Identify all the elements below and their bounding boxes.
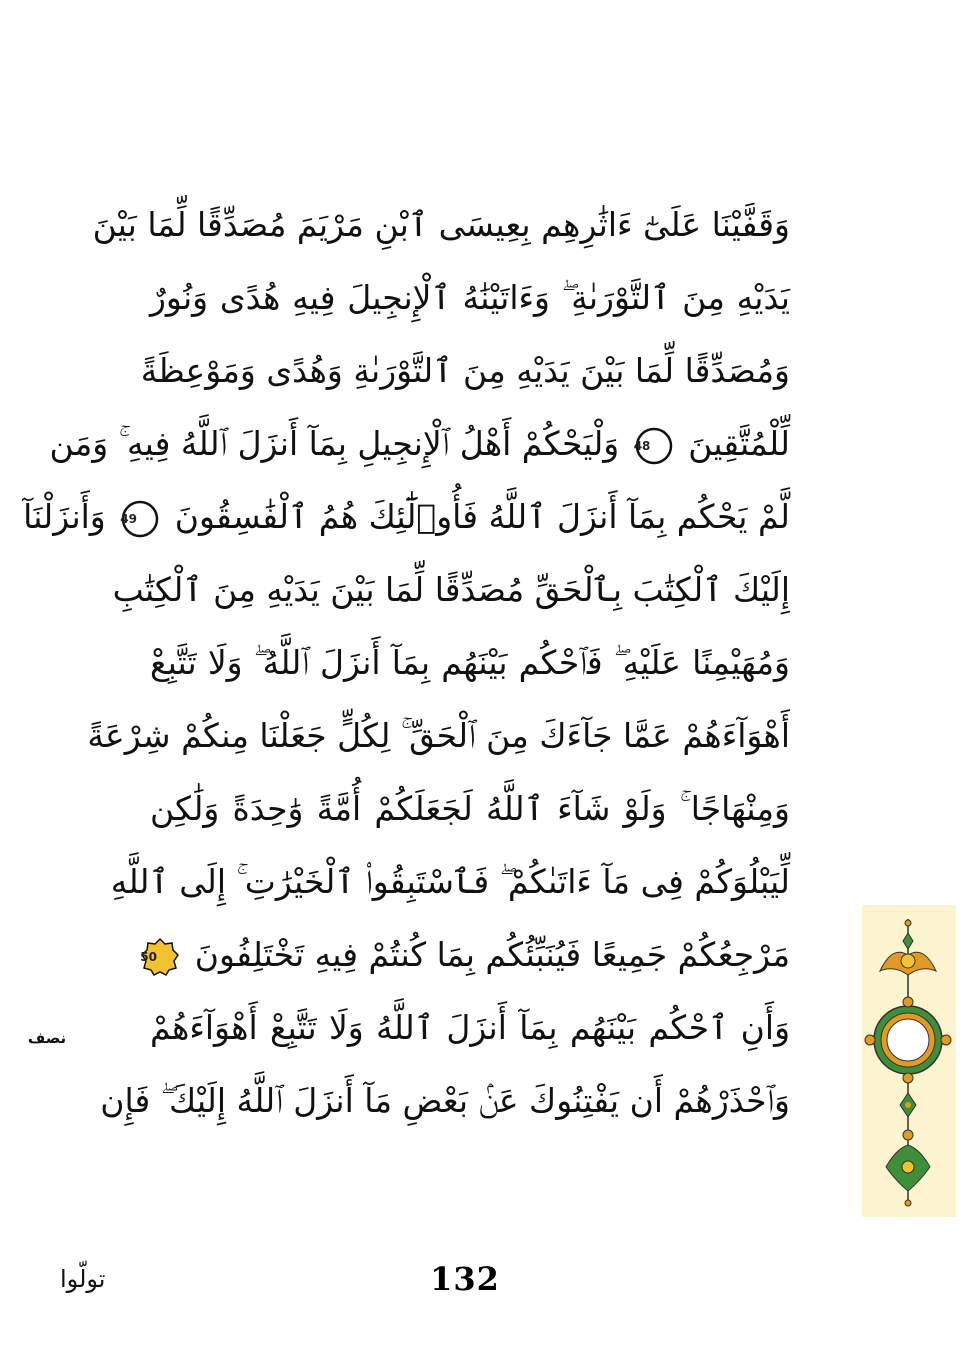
ayah-number: 49 bbox=[120, 511, 137, 526]
ayah-number: 50 bbox=[140, 949, 157, 964]
verse-text: وَلْيَحْكُمْ أَهْلُ ٱلْإِنجِيلِ بِمَآ أَنزَلَ ٱللَّهُ فِيهِ ۚ وَمَن bbox=[49, 424, 620, 463]
verse-text: وَأَنزَلْنَآ bbox=[23, 497, 106, 536]
verse-text: مَرْجِعُكُمْ جَمِيعًا فَيُنَبِّئُكُم بِمَا كُنتُمْ فِيهِ تَخْتَلِفُونَ bbox=[194, 935, 790, 974]
verse-line-8: أَهْوَآءَهُمْ عَمَّا جَآءَكَ مِنَ ٱلْحَقِّ ۚ لِكُلٍّ جَعَلْنَا مِنكُمْ شِرْعَةً bbox=[87, 716, 790, 755]
verse-line-11 bbox=[140, 918, 790, 991]
verse-text: لِّلْمُتَّقِينَ bbox=[688, 424, 790, 463]
hizb-marker-panel bbox=[862, 905, 956, 1217]
ayah-number: 48 bbox=[633, 438, 651, 453]
ayah-marker-49 bbox=[120, 499, 160, 539]
verse-line-10: لِّيَبْلُوَكُمْ فِى مَآ ءَاتَىٰكُمْ ۖ فَٱسْتَبِقُوا۟ ٱلْخَيْرَٰتِ ۚ إِلَى ٱللَّهِ bbox=[110, 862, 790, 901]
ayah-marker-50 bbox=[140, 937, 180, 977]
verse-text: لَّمْ يَحْكُم بِمَآ أَنزَلَ ٱللَّهُ فَأُو۟لَٰٓئِكَ هُمُ ٱلْفَٰسِقُونَ bbox=[174, 497, 790, 536]
hizb-ornament-icon bbox=[862, 905, 956, 1217]
ayah-marker-48 bbox=[634, 426, 674, 466]
verse-line-9: وَمِنْهَاجًا ۚ وَلَوْ شَآءَ ٱللَّهُ لَجَعَلَكُمْ أُمَّةً وَٰحِدَةً وَلَٰكِن bbox=[150, 789, 790, 828]
verse-line-1: وَقَفَّيْنَا عَلَىٰٓ ءَاثَٰرِهِم بِعِيسَى ٱبْنِ مَرْيَمَ مُصَدِّقًا لِّمَا بَيْنَ bbox=[92, 205, 790, 244]
verse-line-5 bbox=[23, 480, 790, 553]
verse-line-6: إِلَيْكَ ٱلْكِتَٰبَ بِٱلْحَقِّ مُصَدِّقًا لِّمَا بَيْنَ يَدَيْهِ مِنَ ٱلْكِتَٰبِ bbox=[112, 570, 790, 609]
page-number: 132 bbox=[430, 1260, 500, 1298]
verse-line-3: وَمُصَدِّقًا لِّمَا بَيْنَ يَدَيْهِ مِنَ ٱلتَّوْرَىٰةِ وَهُدًى وَمَوْعِظَةً bbox=[140, 351, 790, 390]
catchword: تولّوا bbox=[60, 1265, 106, 1293]
verse-line-12: وَأَنِ ٱحْكُم بَيْنَهُم بِمَآ أَنزَلَ ٱللَّهُ وَلَا تَتَّبِعْ أَهْوَآءَهُمْ bbox=[150, 1008, 790, 1047]
verse-line-13: وَٱحْذَرْهُمْ أَن يَفْتِنُوكَ عَنۢ بَعْضِ مَآ أَنزَلَ ٱللَّهُ إِلَيْكَ ۖ فَإِن bbox=[100, 1081, 790, 1120]
verse-line-4 bbox=[49, 407, 790, 480]
verse-line-2: يَدَيْهِ مِنَ ٱلتَّوْرَىٰةِ ۖ وَءَاتَيْنَٰهُ ٱلْإِنجِيلَ فِيهِ هُدًى وَنُورٌ bbox=[150, 278, 790, 317]
verse-line-7: وَمُهَيْمِنًا عَلَيْهِ ۖ فَٱحْكُم بَيْنَهُم بِمَآ أَنزَلَ ٱللَّهُ ۖ وَلَا تَتَّبِعْ bbox=[150, 643, 790, 682]
hizb-label: نصف bbox=[27, 1029, 67, 1047]
